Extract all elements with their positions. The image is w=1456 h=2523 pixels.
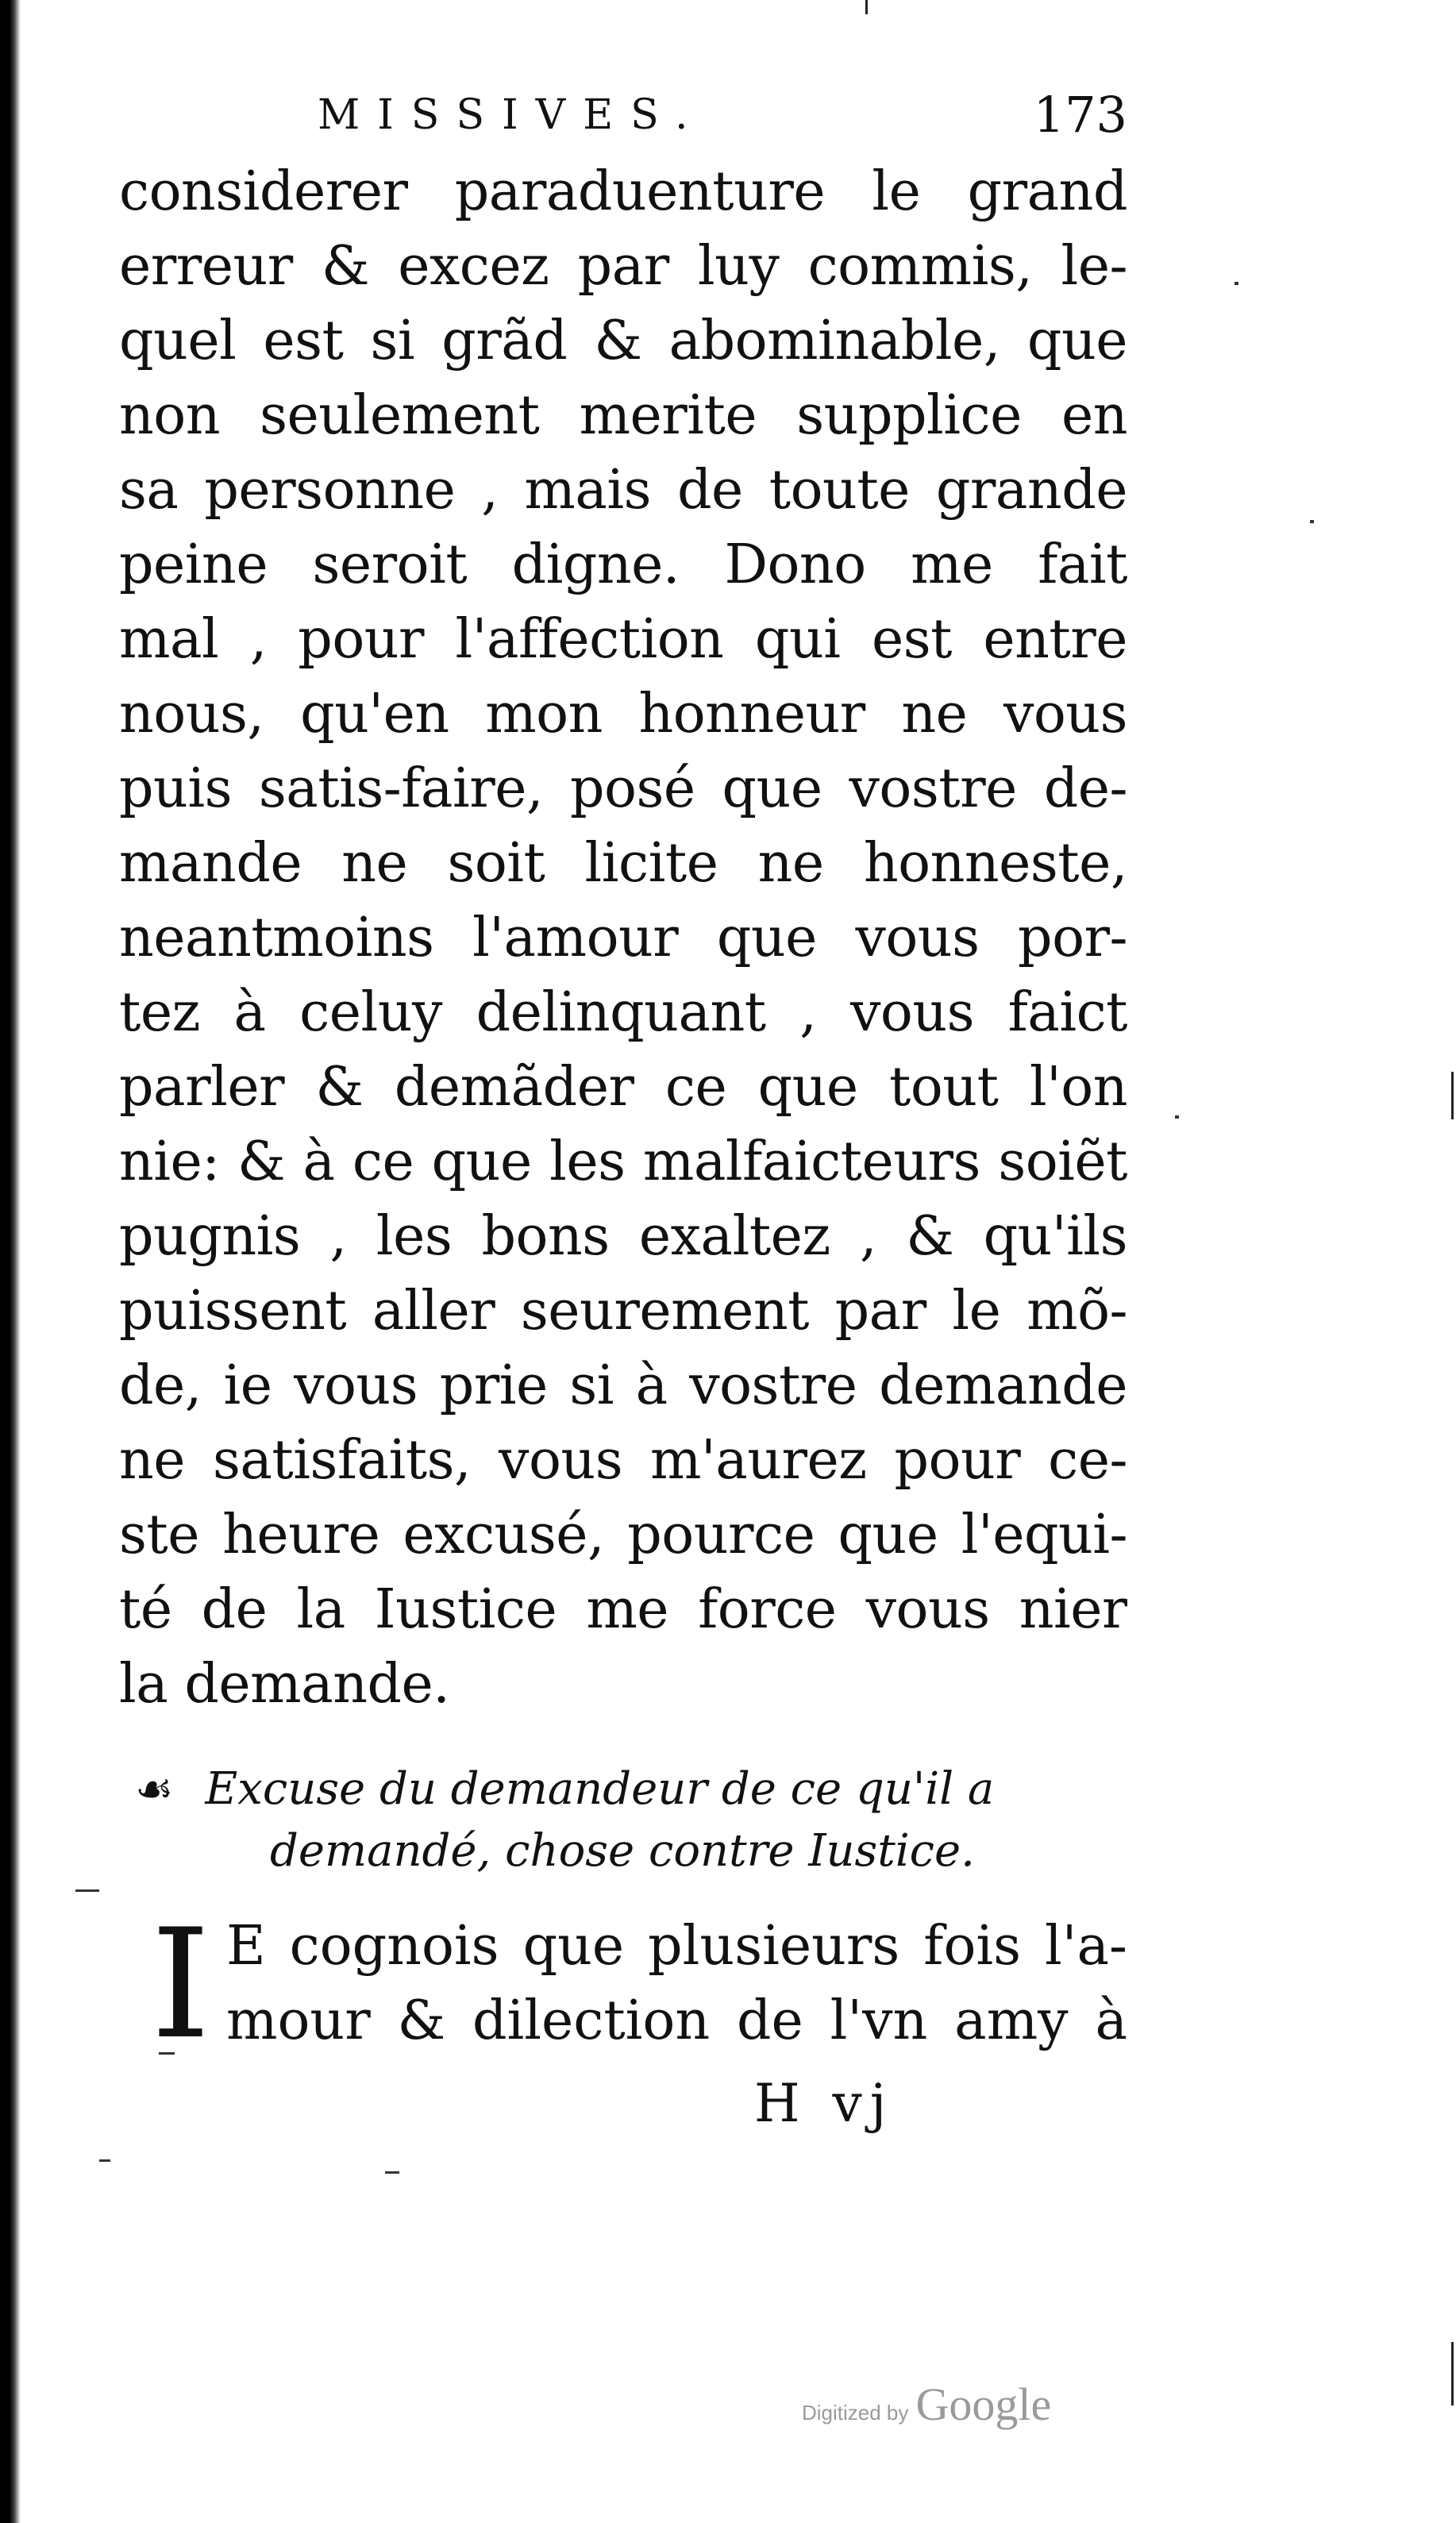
running-head: MISSIVES. xyxy=(318,91,706,139)
text-line: E cognois que plusieurs fois l'a- xyxy=(226,1915,1127,1978)
text-line: erreur & excez par luy commis, le- xyxy=(119,235,1127,298)
text-line: puis satis-faire, posé que vostre de- xyxy=(119,757,1127,820)
text-line: non seulement merite supplice en xyxy=(119,384,1127,447)
new-paragraph xyxy=(119,1897,1127,2072)
text-line: puissent aller seurement par le mõ- xyxy=(119,1280,1127,1342)
body-text xyxy=(119,155,1127,1722)
text-line: mal , pour l'affection qui est entre xyxy=(119,608,1127,671)
text-line: mande ne soit licite ne honneste, xyxy=(119,832,1127,895)
watermark-prefix: Digitized by xyxy=(802,2401,909,2425)
ink-speck xyxy=(1310,520,1314,523)
fleuron-icon: ☙ xyxy=(135,1764,174,1814)
text-line: considerer paraduenture le grand xyxy=(119,160,1127,223)
page-header xyxy=(119,83,1127,147)
edge-tick xyxy=(1451,1072,1454,1119)
drop-cap-initial: I xyxy=(151,1897,211,2072)
edge-tick xyxy=(1451,2342,1454,2406)
text-line: nous, qu'en mon honneur ne vous xyxy=(119,683,1127,745)
text-line: nie: & à ce que les malfaicteurs soiẽt xyxy=(119,1131,1127,1193)
rubric-line xyxy=(135,1758,1127,1820)
signature-mark: H vj xyxy=(754,2073,895,2134)
text-line: mour & dilection de l'vn amy à xyxy=(226,1990,1127,2052)
text-line: tez à celuy delinquant , vous faict xyxy=(119,981,1127,1044)
rubric-text: Excuse du demandeur de ce qu'il a xyxy=(205,1763,995,1815)
text-line: quel est si grãd & abominable, que xyxy=(119,310,1127,372)
section-rubric xyxy=(135,1758,1127,1882)
digitization-watermark xyxy=(802,2378,1051,2433)
ink-speck xyxy=(99,2159,110,2162)
text-line: parler & demãder ce que tout l'on xyxy=(119,1056,1127,1119)
ink-speck xyxy=(1175,1115,1179,1119)
watermark-brand: Google xyxy=(915,2379,1052,2430)
text-line: neantmoins l'amour que vous por- xyxy=(119,907,1127,969)
text-line: la demande. xyxy=(119,1653,450,1716)
text-line: pugnis , les bons exaltez , & qu'ils xyxy=(119,1205,1127,1268)
page-number: 173 xyxy=(1033,86,1127,144)
rubric-line: demandé, chose contre Iustice. xyxy=(270,1825,975,1877)
ink-speck xyxy=(385,2171,399,2174)
ink-speck xyxy=(75,1889,99,1892)
text-line: peine seroit digne. Dono me fait xyxy=(119,533,1127,596)
page-binding-edge xyxy=(0,0,21,2523)
text-line: sa personne , mais de toute grande xyxy=(119,459,1127,522)
ink-speck xyxy=(1235,282,1238,285)
text-line: de, ie vous prie si à vostre demande xyxy=(119,1354,1127,1417)
text-line: ne satisfaits, vous m'aurez pour ce- xyxy=(119,1429,1127,1492)
text-line: ste heure excusé, pource que l'equi- xyxy=(119,1504,1127,1566)
text-line: té de la Iustice me force vous nier xyxy=(119,1578,1127,1641)
edge-tick xyxy=(865,0,868,14)
